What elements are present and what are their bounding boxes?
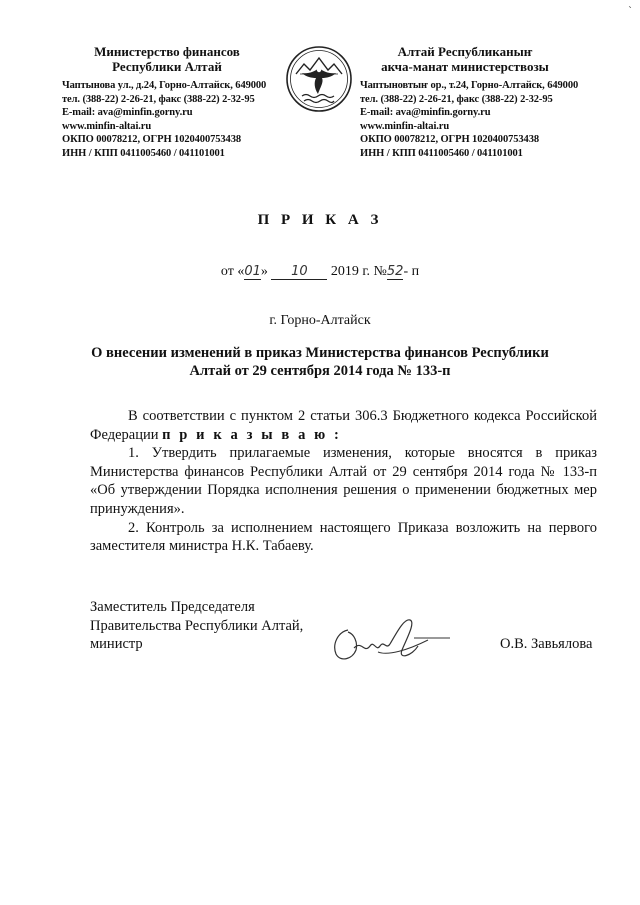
subject-line2: Алтай от 29 сентября 2014 года № 133-п [189,363,451,379]
ministry-name-alt-line1: Алтай Республиканыҥ [397,44,533,59]
inn-ru: ИНН / КПП 0411005460 / 041101001 [62,147,225,159]
preamble-paragraph [90,407,597,444]
date-prefix: от « [220,264,245,279]
date-mid: » [260,264,268,279]
ministry-name-alt-line2: акча-манат министерствозы [381,59,549,74]
order-number: 52 [386,264,404,279]
order-body [90,407,597,556]
website-ru: www.minfin-altai.ru [62,120,152,132]
handwritten-signature [318,610,458,670]
email-ru: E-mail: ava@minfin.gorny.ru [62,107,193,118]
ministry-name-ru [62,44,272,74]
document-title: П Р И К А З [257,212,383,228]
email-alt: E-mail: ava@minfin.gorny.ru [360,107,491,118]
altai-republic-coat-of-arms-icon [284,44,354,114]
inn-alt: ИНН / КПП 0411005460 / 041101001 [360,147,523,159]
order-number-suffix: - п [403,264,420,279]
address-ru: Чаптынова ул., д.24, Горно-Алтайск, 649000 [62,80,267,91]
date-month: 10 [271,264,327,280]
order-item-2: 2. Контроль за исполнением настоящего Приказа возложить на первого заместителя министра Н.К. Табаеву. [90,519,597,555]
signatory-name: О.В. Завьялова [500,636,593,652]
signatory-title-line1: Заместитель Председателя [90,599,255,615]
letterhead-right [360,44,580,160]
signatory-title-line2: Правительства Республики Алтай, [90,617,304,634]
ministry-name-line2: Республики Алтай [112,59,222,74]
address-alt: Чаптыновтыҥ ор., т.24, Горно-Алтайск, 649000 [360,80,579,91]
ministry-name-line1: Министерство финансов [94,44,240,59]
order-number-prefix: № [373,264,387,279]
corner-mark: ` [628,6,633,17]
subject-line1: О внесении изменений в приказ Министерства финансов Республики [91,345,549,361]
okpo-alt: ОКПО 00078212, ОГРН 1020400753438 [360,134,539,145]
signatory-title [90,598,303,654]
okpo-ru: ОКПО 00078212, ОГРН 1020400753438 [62,134,241,145]
phone-ru: тел. (388-22) 2-26-21, факс (388-22) 2-32-95 [62,93,255,105]
website-alt: www.minfin-altai.ru [360,120,450,132]
preamble-text: В соответствии с пунктом 2 статьи 306.3 Бюджетного кодекса Российской Федерации [90,408,597,443]
order-item-1: 1. Утвердить прилагаемые изменения, которые вносятся в приказ Министерства финансов Республики Алтай от 29 сентября 2014 года № 133-п «Об утверждении Порядка исполнения решения о применении бюджетных мер принуждения». [90,445,597,517]
city: г. Горно-Алтайск [269,313,371,328]
signatory-title-line3: министр [90,636,143,653]
date-day: 01 [244,264,261,279]
phone-alt: тел. (388-22) 2-26-21, факс (388-22) 2-32-95 [360,93,553,105]
order-word: п р и к а з ы в а ю : [162,426,342,443]
date-line [0,264,640,280]
letterhead-left [62,44,282,160]
subject [90,344,550,380]
ministry-name-alt [360,44,570,74]
date-year: 2019 г. [330,264,371,279]
